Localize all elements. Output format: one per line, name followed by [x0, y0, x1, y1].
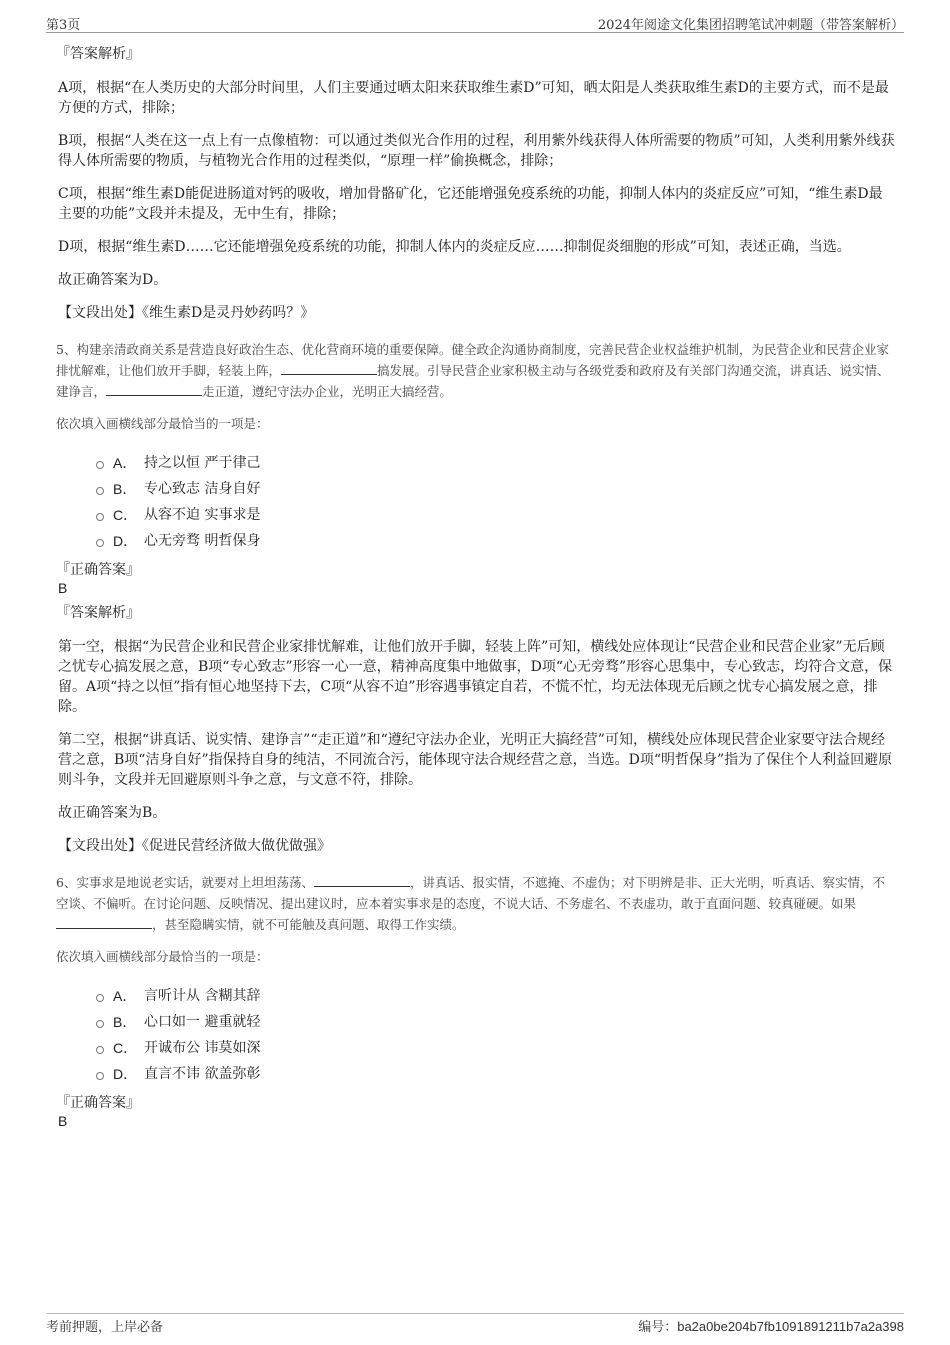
q6-correct-label: 『正确答案』	[56, 1095, 140, 1111]
q4-source: 【文段出处】《维生素D是灵丹妙药吗？》	[58, 305, 315, 321]
q5-source: 【文段出处】《促进民营经济做大做优做强》	[58, 838, 331, 854]
q5-blank-2[interactable]	[106, 382, 202, 396]
radio-icon[interactable]	[96, 539, 104, 547]
q5-stem: 5、构建亲清政商关系是营造良好政治生态、优化营商环境的重要保障。健全政企沟通协商制度，完善民营企业权益维护机制，为民营企业和民营企业家排忧解难，让他们放开手脚，轻装上阵， 搞发展。引导民营企业家积极主动与各级党委和政府及有关部门沟通交流，讲真话、说实情、建诤言， 走正道，遵纪守法办企业，光明正大搞经营。	[56, 342, 890, 399]
q5-correct-answer: B	[58, 580, 68, 596]
radio-icon[interactable]	[96, 487, 104, 495]
q6-instruction: 依次填入画横线部分最恰当的一项是：	[56, 949, 269, 964]
page-number: 第3页	[46, 18, 81, 33]
q5-instruction: 依次填入画横线部分最恰当的一项是：	[56, 416, 269, 431]
q4-conclusion: 故正确答案为D。	[58, 272, 168, 288]
footer-slogan: 考前押题，上岸必备	[46, 1320, 164, 1335]
q5-analysis-2: 第二空，根据“讲真话、说实情、建诤言”“走正道”和“遵纪守法办企业，光明正大搞经营”可知，横线处应体现民营企业家要守法合规经营之意，B项“洁身自好”指保持自身的纯洁，不同流合污，能体现守法合规经营之意，当选。D项“明哲保身”指为了保住个人利益回避原则斗争，文段并无回避原则斗争之意，与文意不符，排除。	[58, 732, 893, 788]
radio-icon[interactable]	[96, 994, 104, 1002]
page-footer	[46, 1313, 904, 1338]
q4-analysis-a: A项，根据“在人类历史的大部分时间里，人们主要通过晒太阳来获取维生素D”可知，晒太阳是人类获取维生素D的主要方式，而不是最方便的方式，排除；	[58, 80, 889, 116]
radio-icon[interactable]	[96, 1046, 104, 1054]
q5-option-a[interactable]: A． 持之以恒 严于律己	[96, 450, 896, 476]
radio-icon[interactable]	[96, 513, 104, 521]
q4-analysis-c: C项，根据“维生素D能促进肠道对钙的吸收，增加骨骼矿化，它还能增强免疫系统的功能，抑制人体内的炎症反应”可知，“维生素D最主要的功能”文段并未提及，无中生有，排除；	[58, 186, 883, 222]
q5-option-b[interactable]: B． 专心致志 洁身自好	[96, 476, 896, 502]
radio-icon[interactable]	[96, 1072, 104, 1080]
q6-options	[96, 983, 896, 1087]
q4-analysis-d: D项，根据“维生素D……它还能增强免疫系统的功能，抑制人体内的炎症反应……抑制促炎细胞的形成”可知，表述正确，当选。	[58, 239, 851, 255]
q6-option-a[interactable]: A． 言听计从 含糊其辞	[96, 983, 896, 1009]
q6-option-d[interactable]: D． 直言不讳 欲盖弥彰	[96, 1061, 896, 1087]
q5-option-c[interactable]: C． 从容不迫 实事求是	[96, 502, 896, 528]
q5-options	[96, 450, 896, 554]
page-content	[56, 44, 896, 1136]
q5-correct-label: 『正确答案』	[56, 562, 140, 578]
document-code: 编号：ba2a0be204b7fb1091891211b7a2a398	[638, 1319, 904, 1335]
document-title: 2024年阅途文化集团招聘笔试冲刺题（带答案解析）	[597, 18, 904, 33]
q6-option-b[interactable]: B． 心口如一 避重就轻	[96, 1009, 896, 1035]
radio-icon[interactable]	[96, 461, 104, 469]
q5-blank-1[interactable]	[281, 361, 377, 375]
q5-option-d[interactable]: D． 心无旁骛 明哲保身	[96, 528, 896, 554]
q5-conclusion: 故正确答案为B。	[58, 805, 167, 821]
q6-blank-1[interactable]	[314, 873, 410, 887]
q4-analysis-label: 『答案解析』	[56, 46, 140, 62]
q5-analysis-1: 第一空，根据“为民营企业和民营企业家排忧解难，让他们放开手脚，轻装上阵”可知，横线处应体现让“民营企业和民营企业家”无后顾之忧专心搞发展之意，B项“专心致志”形容一心一意，精神高度集中地做事，D项“心无旁骛”形容心思集中，专心致志，均符合文意，保留。A项“持之以恒”指有恒心地坚持下去，C项“从容不迫”形容遇事镇定自若，不慌不忙，均无法体现无后顾之忧专心搞发展之意，排除。	[58, 639, 893, 715]
page-header	[46, 12, 904, 33]
q6-correct-answer: B	[58, 1113, 68, 1129]
q4-analysis-b: B项，根据“人类在这一点上有一点像植物：可以通过类似光合作用的过程，利用紫外线获得人体所需要的物质”可知，人类利用紫外线获得人体所需要的物质，与植物光合作用的过程类似，“原理一样”偷换概念，排除；	[58, 133, 895, 169]
q6-stem: 6、实事求是地说老实话，就要对上坦坦荡荡、 ，讲真话、报实情，不遮掩、不虚伪；对下明辨是非、正大光明，听真话、察实情，不空谈、不偏听。在讨论问题、反映情况、提出建议时，应本着实事求是的态度，不说大话、不务虚名、不表虚功，敢于直面问题、较真碰硬。如果，甚至隐瞒实情，就不可能触及真问题、取得工作实绩。	[56, 875, 885, 932]
radio-icon[interactable]	[96, 1020, 104, 1028]
q5-analysis-label: 『答案解析』	[56, 605, 140, 621]
q6-blank-2[interactable]	[56, 915, 152, 929]
q6-option-c[interactable]: C． 开诚布公 讳莫如深	[96, 1035, 896, 1061]
